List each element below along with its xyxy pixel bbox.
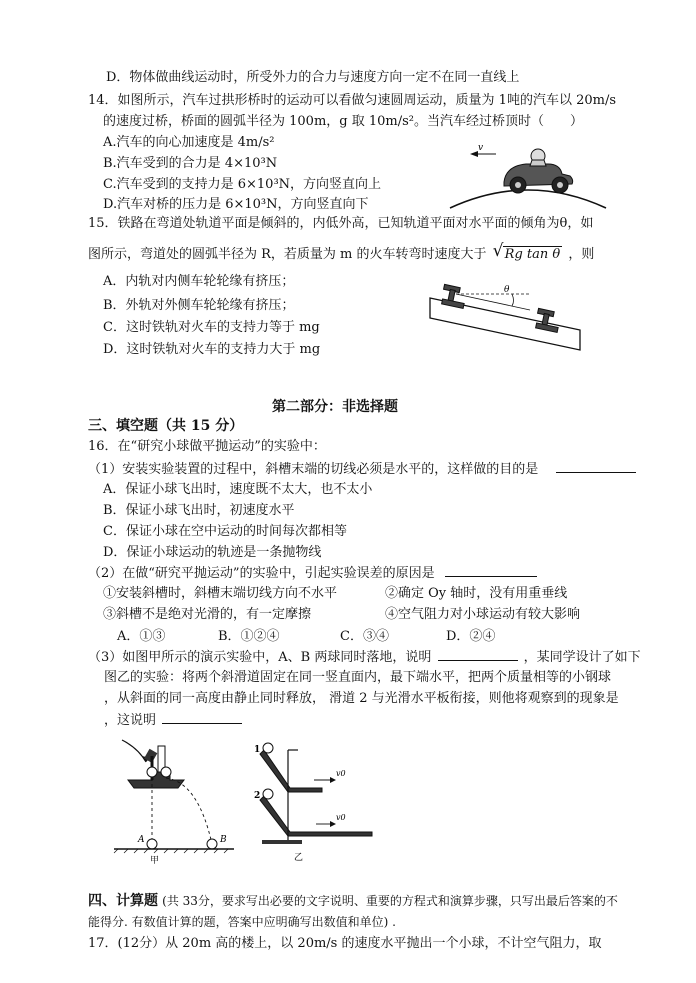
section3-title: 三、填空题（共 15 分） — [88, 418, 244, 434]
q15-option-c: C．这时铁轨对火车的支持力等于 mg — [103, 320, 320, 335]
q14-option-d: D.汽车对桥的压力是 6×10³N，方向竖直向下 — [103, 197, 369, 212]
q16-sub2-item4: ④空气阻力对小球运动有较大影响 — [385, 607, 581, 622]
q16-sub3-text-b: ，某同学设计了如下 — [523, 650, 641, 665]
answer-blank-2[interactable] — [445, 564, 537, 577]
q16-sub1-d: D．保证小球运动的轨迹是一条抛物线 — [103, 545, 322, 560]
sqrt-sign-icon: √ — [492, 241, 504, 261]
q14-stem-line2: 的速度过桥，桥面的圆弧半径为 100m，g 取 10m/s²。当汽车经过桥顶时（ ） — [103, 114, 583, 129]
answer-blank-3[interactable] — [438, 648, 518, 661]
q16-sub2-choice-c: C．③④ — [340, 629, 389, 644]
svg-text:甲: 甲 — [150, 856, 160, 864]
q14-option-b: B.汽车受到的合力是 4×10³N — [103, 156, 278, 171]
q16-sub1-c: C．保证小球在空中运动的时间每次都相等 — [103, 524, 347, 539]
outer-rail-icon — [536, 308, 559, 332]
q14-option-c: C.汽车受到的支持力是 6×10³N，方向竖直向上 — [103, 177, 382, 192]
q16-sub1-b: B．保证小球飞出时，初速度水平 — [103, 503, 295, 518]
q15-stem-text-end: ，则 — [568, 247, 595, 262]
q16-sub1-text: （1）安装实验装置的过程中，斜槽末端的切线必须是水平的，这样做的目的是 — [88, 462, 539, 477]
q16-sub3-line2: 图乙的实验：将两个斜滑道固定在同一竖直面内，最下端水平，把两个质量相等的小钢球 — [104, 670, 612, 685]
q16-sub2-item2: ②确定 Oy 轴时，没有用重垂线 — [385, 586, 568, 601]
q13-option-d: D．物体做曲线运动时，所受外力的合力与速度方向一定不在同一直线上 — [106, 70, 520, 85]
ball-b-icon — [207, 839, 217, 849]
q16-sub2-item1: ①安装斜槽时，斜槽末端切线方向不水平 — [103, 586, 338, 601]
q16-sub3-text-a: （3）如图甲所示的演示实验中，A、B 两球同时落地，说明 — [88, 650, 432, 665]
q16-sub3-text-c: ，这说明 — [104, 713, 157, 728]
q15-option-b: B．外轨对外侧车轮轮缘有挤压； — [103, 298, 295, 313]
figure-jia — [108, 736, 240, 864]
section4-header — [88, 892, 618, 911]
section4-note: (共 33分，要求写出必要的文字说明、重要的方程式和演算步骤，只写出最后答案的不 — [162, 894, 618, 908]
q15-stem-line1: 15．铁路在弯道处轨道平面是倾斜的，内低外高，已知轨道平面对水平面的倾角为θ，如 — [88, 216, 594, 231]
svg-text:v: v — [478, 143, 484, 153]
svg-text:B: B — [220, 835, 227, 845]
race-car-icon — [504, 149, 573, 193]
q16-sub2-choice-a: A．①③ — [117, 629, 166, 644]
svg-text:A: A — [138, 835, 145, 845]
q16-sub3-line4 — [104, 711, 242, 730]
q17-stem: 17．(12分）从 20m 高的楼上，以 20m/s 的速度水平抛出一个小球，不计空气阻力，取 — [88, 936, 602, 951]
svg-text:v0: v0 — [336, 769, 346, 778]
q16-sub2 — [88, 564, 537, 583]
q15-stem-line2 — [88, 241, 595, 264]
sqrt-formula — [492, 241, 563, 264]
car-bridge-figure — [448, 130, 608, 212]
q16-sub1 — [88, 460, 636, 479]
q15-option-d: D．这时铁轨对火车的支持力大于 mg — [103, 342, 321, 357]
q16-sub2-text: （2）在做“研究平抛运动”的实验中，引起实验误差的原因是 — [88, 566, 435, 581]
inner-rail-icon — [442, 284, 465, 308]
part2-title: 第二部分：非选择题 — [272, 399, 398, 415]
q16-sub3-line3: ，从斜面的同一高度由静止同时释放， 滑道 2 与光滑水平板衔接，则他将观察到的现象是 — [104, 691, 619, 706]
answer-blank-4[interactable] — [162, 711, 242, 724]
q15-stem-text: 图所示，弯道处的圆弧半径为 R，若质量为 m 的火车转弯时速度大于 — [88, 247, 487, 262]
q16-sub2-choice-b: B．①②④ — [218, 629, 280, 644]
banked-rail-figure — [420, 268, 582, 360]
q14-stem-line1: 14．如图所示，汽车过拱形桥时的运动可以看做匀速圆周运动，质量为 1吨的汽车以 20m/s — [88, 93, 616, 108]
q16-sub2-choice-d: D．②④ — [446, 629, 496, 644]
q16-sub1-a: A．保证小球飞出时，速度既不太大，也不太小 — [103, 482, 373, 497]
sqrt-radicand: Rg tan θ — [504, 247, 561, 262]
svg-text:v0: v0 — [336, 813, 346, 822]
q14-option-a: A.汽车的向心加速度是 4m/s² — [103, 135, 275, 150]
ball-a-icon — [147, 839, 157, 849]
q16-sub3-line1 — [88, 648, 641, 667]
q16-sub2-item3: ③斜槽不是绝对光滑的，有一定摩擦 — [103, 607, 312, 622]
q16-stem: 16．在“研究小球做平抛运动”的实验中： — [88, 439, 326, 454]
svg-text:乙: 乙 — [294, 853, 304, 863]
answer-blank-1[interactable] — [556, 460, 636, 473]
figure-yi — [252, 736, 382, 864]
svg-text:1: 1 — [254, 745, 261, 755]
svg-text:2: 2 — [254, 791, 261, 801]
section4-note-line2: 能得分. 有数值计算的题，答案中应明确写出数值和单位) . — [88, 915, 396, 929]
q15-option-a: A．内轨对内侧车轮轮缘有挤压； — [103, 274, 295, 289]
svg-text:θ: θ — [504, 285, 510, 295]
section4-title: 四、计算题 — [88, 893, 158, 909]
